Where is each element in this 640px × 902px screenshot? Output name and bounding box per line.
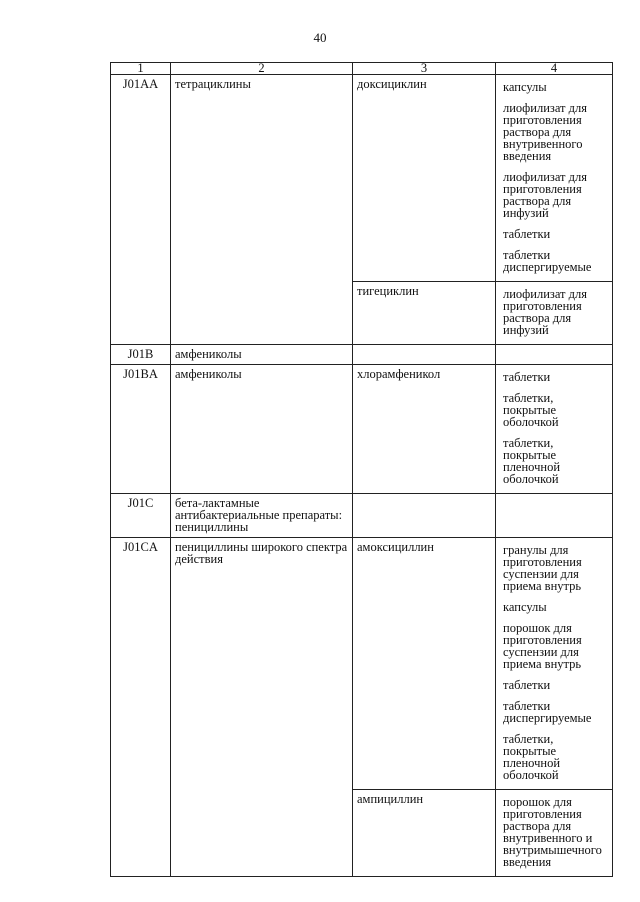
drug-table bbox=[110, 62, 613, 877]
dosage-forms-cell bbox=[496, 75, 613, 282]
dosage-form: таблетки диспергируемые bbox=[503, 248, 592, 274]
dosage-form: лиофилизат для приготовления раствора для инфузий bbox=[503, 170, 587, 220]
atc-code-cell: J01CA bbox=[111, 538, 171, 877]
drug-name-cell: доксициклин bbox=[353, 75, 496, 282]
dosage-form: таблетки, покрытые пленочной оболочкой bbox=[503, 436, 561, 486]
header-row bbox=[111, 63, 613, 75]
dosage-forms-cell bbox=[496, 494, 613, 538]
dosage-forms-cell bbox=[496, 365, 613, 494]
drug-name-cell: амоксициллин bbox=[353, 538, 496, 790]
drug-name-cell: ампициллин bbox=[353, 790, 496, 877]
dosage-form: таблетки bbox=[503, 678, 551, 692]
dosage-form: гранулы для приготовления суспензии для приема внутрь bbox=[503, 543, 582, 593]
group-cell: бета-лактамные антибактериальные препараты: пенициллины bbox=[171, 494, 353, 538]
dosage-forms-cell bbox=[496, 345, 613, 365]
dosage-forms-cell bbox=[496, 282, 613, 345]
drug-name-cell bbox=[353, 494, 496, 538]
dosage-form: порошок для приготовления раствора для внутривенного и внутримышечного введения bbox=[503, 795, 602, 869]
dosage-form: таблетки, покрытые оболочкой bbox=[503, 391, 559, 429]
dosage-form: лиофилизат для приготовления раствора для внутривенного введения bbox=[503, 101, 587, 163]
column-header-drug: 3 bbox=[353, 63, 496, 75]
group-cell: амфениколы bbox=[171, 365, 353, 494]
group-cell: тетрациклины bbox=[171, 75, 353, 345]
atc-code-cell: J01AA bbox=[111, 75, 171, 345]
dosage-form: таблетки диспергируемые bbox=[503, 699, 592, 725]
column-header-form: 4 bbox=[496, 63, 613, 75]
drug-name-cell bbox=[353, 345, 496, 365]
atc-code-cell: J01C bbox=[111, 494, 171, 538]
table-row bbox=[111, 538, 613, 790]
atc-code-cell: J01B bbox=[111, 345, 171, 365]
drug-name-cell: тигециклин bbox=[353, 282, 496, 345]
group-cell: амфениколы bbox=[171, 345, 353, 365]
dosage-form: лиофилизат для приготовления раствора для инфузий bbox=[503, 287, 587, 337]
dosage-form: капсулы bbox=[503, 600, 547, 614]
table-row bbox=[111, 365, 613, 494]
dosage-form: таблетки, покрытые пленочной оболочкой bbox=[503, 732, 561, 782]
dosage-form: таблетки bbox=[503, 227, 551, 241]
table-row bbox=[111, 494, 613, 538]
dosage-forms-cell bbox=[496, 538, 613, 790]
column-header-group: 2 bbox=[171, 63, 353, 75]
drug-name-cell: хлорамфеникол bbox=[353, 365, 496, 494]
dosage-form: капсулы bbox=[503, 80, 547, 94]
table-row bbox=[111, 345, 613, 365]
column-header-code: 1 bbox=[111, 63, 171, 75]
table-row bbox=[111, 75, 613, 282]
atc-code-cell: J01BA bbox=[111, 365, 171, 494]
dosage-form: порошок для приготовления суспензии для приема внутрь bbox=[503, 621, 582, 671]
dosage-forms-cell bbox=[496, 790, 613, 877]
dosage-form: таблетки bbox=[503, 370, 551, 384]
page-number: 40 bbox=[313, 30, 327, 45]
group-cell: пенициллины широкого спектра действия bbox=[171, 538, 353, 877]
